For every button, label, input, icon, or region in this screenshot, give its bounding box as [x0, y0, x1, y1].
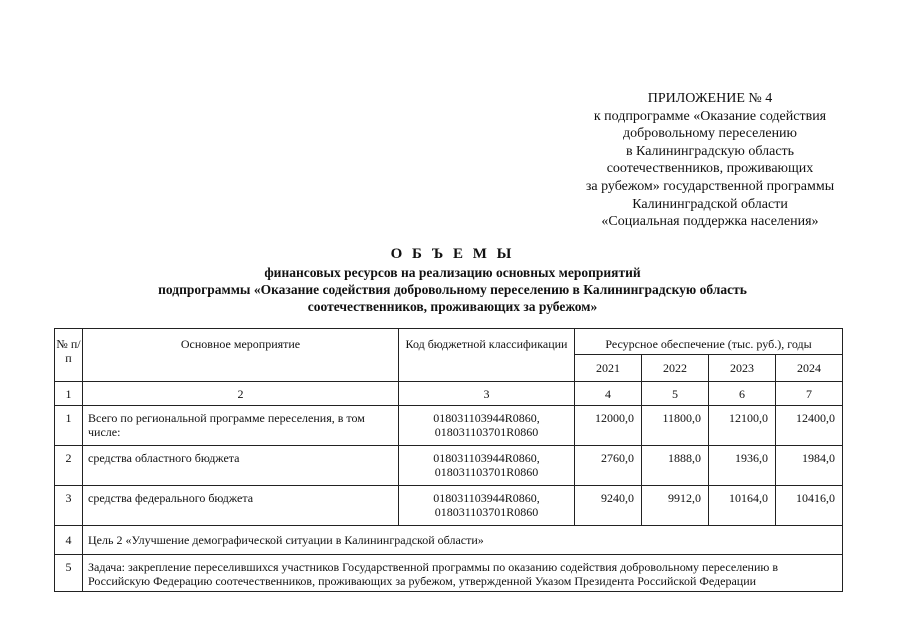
- resources-table: [54, 328, 843, 592]
- appendix-line: Калининградской области: [632, 196, 788, 212]
- heading-line: соотечественников, проживающих за рубежом»: [307, 299, 598, 314]
- document-title: О Б Ъ Е М Ы: [390, 246, 515, 262]
- row-value: 1936,0: [709, 446, 776, 486]
- row-value: 10164,0: [709, 486, 776, 526]
- task-text: Задача: закрепление переселившихся участников Государственной программы по оказанию содействия добровольному переселению в Российскую Федерацию соотечественников, проживающих за рубежом, утвержденной Указом Президента Российской Федерации: [83, 555, 843, 592]
- budget-code-line: 018031103944R0860,: [433, 491, 540, 505]
- task-row: [55, 555, 843, 592]
- appendix-block: [540, 90, 880, 231]
- table-row: [55, 406, 843, 446]
- row-value: 10416,0: [776, 486, 843, 526]
- document-heading: [0, 246, 905, 315]
- column-index: 2: [83, 382, 399, 406]
- budget-code-line: 018031103701R0860: [434, 425, 539, 439]
- heading-line: финансовых ресурсов на реализацию основных мероприятий: [264, 265, 641, 280]
- row-value: 2760,0: [575, 446, 642, 486]
- row-activity: средства федерального бюджета: [83, 486, 399, 526]
- row-value: 1888,0: [642, 446, 709, 486]
- row-budget-code: [399, 446, 575, 486]
- header-budget-code: Код бюджетной классификации: [399, 329, 575, 382]
- row-value: 9240,0: [575, 486, 642, 526]
- row-budget-code: [399, 406, 575, 446]
- appendix-line: соотечественников, проживающих: [606, 161, 814, 177]
- column-index: 6: [709, 382, 776, 406]
- column-index: 5: [642, 382, 709, 406]
- header-year: 2024: [776, 355, 843, 382]
- budget-code-line: 018031103701R0860: [434, 465, 539, 479]
- budget-code-line: 018031103944R0860,: [433, 411, 540, 425]
- row-num: 4: [55, 526, 83, 555]
- column-index: 4: [575, 382, 642, 406]
- appendix-line: ПРИЛОЖЕНИЕ № 4: [647, 91, 773, 106]
- table-row: [55, 486, 843, 526]
- budget-code-line: 018031103944R0860,: [433, 451, 540, 465]
- appendix-line: за рубежом» государственной программы: [585, 178, 835, 194]
- header-resources: Ресурсное обеспечение (тыс. руб.), годы: [575, 329, 843, 355]
- row-num: 5: [55, 555, 83, 592]
- row-num: 2: [55, 446, 83, 486]
- appendix-line: к подпрограмме «Оказание содействия: [593, 108, 827, 124]
- header-year: 2021: [575, 355, 642, 382]
- appendix-line: в Калининградскую область: [625, 143, 795, 159]
- row-value: 12000,0: [575, 406, 642, 446]
- header-activity: Основное мероприятие: [83, 329, 399, 382]
- header-num: № п/п: [55, 329, 83, 382]
- heading-line: подпрограммы «Оказание содействия добровольному переселению в Калининградскую область: [158, 282, 747, 297]
- budget-code-line: 018031103701R0860: [434, 505, 539, 519]
- column-index-row: [55, 382, 843, 406]
- goal-text: Цель 2 «Улучшение демографической ситуации в Калининградской области»: [83, 526, 843, 555]
- row-num: 1: [55, 406, 83, 446]
- row-budget-code: [399, 486, 575, 526]
- row-activity: средства областного бюджета: [83, 446, 399, 486]
- row-value: 11800,0: [642, 406, 709, 446]
- row-num: 3: [55, 486, 83, 526]
- header-year: 2022: [642, 355, 709, 382]
- column-index: 7: [776, 382, 843, 406]
- appendix-line: добровольному переселению: [622, 126, 798, 142]
- table-row: [55, 446, 843, 486]
- row-value: 12400,0: [776, 406, 843, 446]
- column-index: 3: [399, 382, 575, 406]
- row-value: 9912,0: [642, 486, 709, 526]
- row-value: 12100,0: [709, 406, 776, 446]
- column-index: 1: [55, 382, 83, 406]
- row-value: 1984,0: [776, 446, 843, 486]
- goal-row: [55, 526, 843, 555]
- header-year: 2023: [709, 355, 776, 382]
- table-header-row: [55, 329, 843, 355]
- appendix-line: «Социальная поддержка населения»: [601, 214, 819, 230]
- row-activity: Всего по региональной программе переселения, в том числе:: [83, 406, 399, 446]
